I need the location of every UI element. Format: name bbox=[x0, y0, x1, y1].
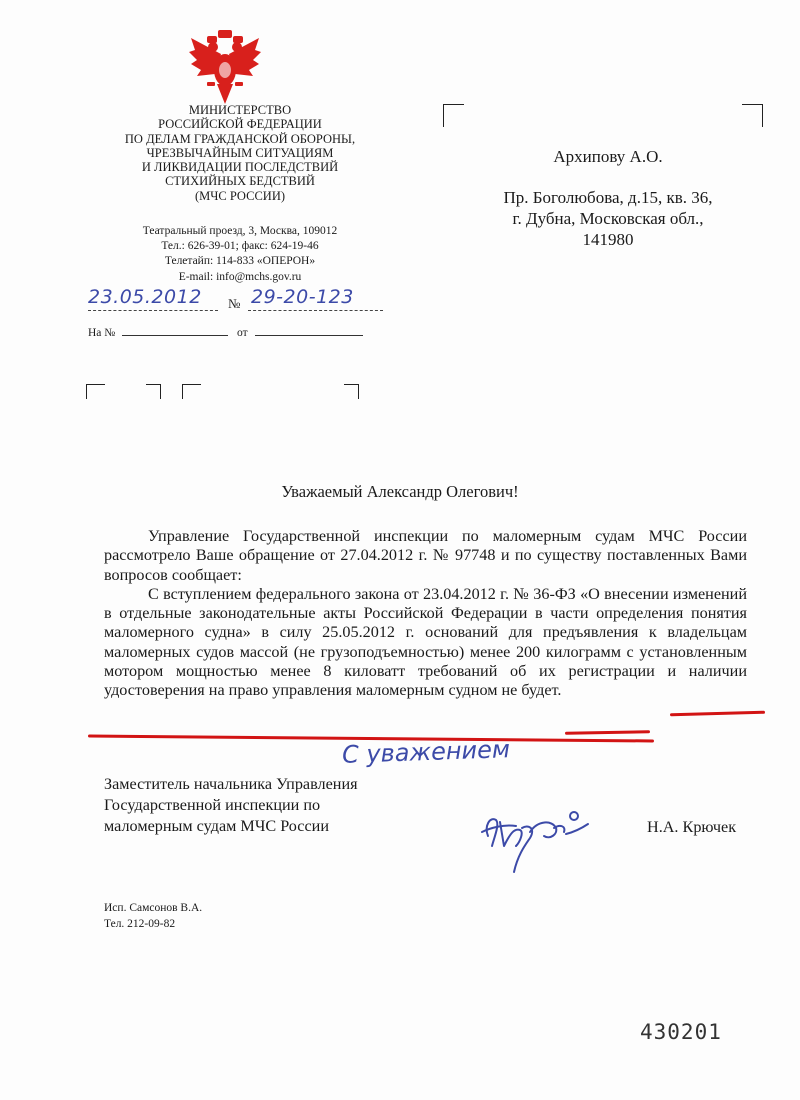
corner-mark bbox=[344, 384, 359, 399]
red-marker-underline bbox=[565, 730, 650, 734]
addressee-corner-mark bbox=[742, 104, 763, 127]
outgoing-date: 23.05.2012 bbox=[88, 286, 202, 308]
body-paragraph: Управление Государственной инспекции по маломерным судам МЧС России рассмотрело Ваше обращение от 27.04.2012 г. № 97748 и по существу поставленных Вами вопросов сообщает: bbox=[104, 527, 747, 584]
reference-number-blank bbox=[122, 324, 228, 336]
contact-email: E-mail: info@mchs.gov.ru bbox=[178, 270, 302, 283]
document-code: 430201 bbox=[640, 1020, 722, 1044]
corner-mark bbox=[146, 384, 161, 399]
number-underline bbox=[248, 310, 383, 311]
outgoing-registration bbox=[88, 286, 388, 320]
red-marker-underline bbox=[670, 711, 765, 716]
ministry-line: СТИХИЙНЫХ БЕДСТВИЙ bbox=[165, 174, 315, 189]
addressee-corner-mark bbox=[443, 104, 464, 127]
signer-position-line: Государственной инспекции по bbox=[104, 796, 321, 814]
handwritten-closing: С уважением bbox=[341, 735, 511, 769]
salutation: Уважаемый Александр Олегович! bbox=[281, 482, 519, 501]
addressee-name: Архипову А.О. bbox=[553, 147, 663, 166]
contact-phone: Тел.: 626-39-01; факс: 624-19-46 bbox=[161, 240, 319, 253]
outgoing-number-label: № bbox=[228, 296, 241, 311]
ministry-line: ПО ДЕЛАМ ГРАЖДАНСКОЙ ОБОРОНЫ, bbox=[124, 131, 356, 146]
addressee-line: 141980 bbox=[582, 230, 634, 249]
ministry-name bbox=[75, 103, 405, 203]
body-paragraph: С вступлением федерального закона от 23.04.2012 г. № 36-ФЗ «О внесении изменений в отдельные законодательные акты Российской Федерации в части определения понятия маломерного судна» в силу 25.05.2012 г. оснований для предъявления к владельцам маломерных судов массой (не грузоподъемностью) менее 200 килограмм с установленным мотором мощностью менее 8 киловатт требований об их регистрации и наличии удостоверения на право управления маломерным судном не будет. bbox=[104, 584, 747, 700]
contact-address: Театральный проезд, 3, Москва, 109012 bbox=[142, 225, 338, 237]
ministry-line: И ЛИКВИДАЦИИ ПОСЛЕДСТВИЙ bbox=[141, 160, 339, 175]
corner-mark bbox=[182, 384, 201, 399]
addressee-block bbox=[468, 146, 748, 250]
signer-position bbox=[104, 774, 358, 837]
executor-name: Исп. Самсонов В.А. bbox=[104, 902, 203, 914]
ministry-line: МИНИСТЕРСТВО bbox=[188, 103, 292, 117]
date-underline bbox=[88, 310, 218, 311]
reference-line bbox=[88, 324, 363, 339]
signer-position-line: Заместитель начальника Управления bbox=[104, 775, 358, 793]
ministry-line: (МЧС РОССИИ) bbox=[194, 188, 286, 203]
ministry-contacts bbox=[75, 224, 405, 285]
russian-eagle-emblem-icon bbox=[185, 28, 265, 108]
ministry-line: РОССИЙСКОЙ ФЕДЕРАЦИИ bbox=[158, 117, 322, 132]
reference-date-blank bbox=[255, 324, 363, 336]
contact-teletype: Телетайп: 114-833 «ОПЕРОН» bbox=[164, 255, 316, 268]
reference-number-label: На № bbox=[88, 327, 116, 339]
executor-info bbox=[104, 900, 202, 932]
handwritten-signature-icon bbox=[470, 798, 620, 878]
signer-position-line: маломерным судам МЧС России bbox=[104, 817, 329, 835]
signer-name: Н.А. Крючек bbox=[647, 818, 737, 836]
outgoing-number: 29-20-123 bbox=[251, 286, 354, 308]
reference-from-label: от bbox=[237, 327, 248, 339]
ministry-line: ЧРЕЗВЫЧАЙНЫМ СИТУАЦИЯМ bbox=[146, 145, 334, 160]
addressee-line: Пр. Боголюбова, д.15, кв. 36, bbox=[503, 188, 713, 207]
addressee-line: г. Дубна, Московская обл., bbox=[512, 209, 704, 228]
corner-mark bbox=[86, 384, 105, 399]
letter-body bbox=[104, 527, 747, 701]
executor-phone: Тел. 212-09-82 bbox=[104, 918, 176, 930]
